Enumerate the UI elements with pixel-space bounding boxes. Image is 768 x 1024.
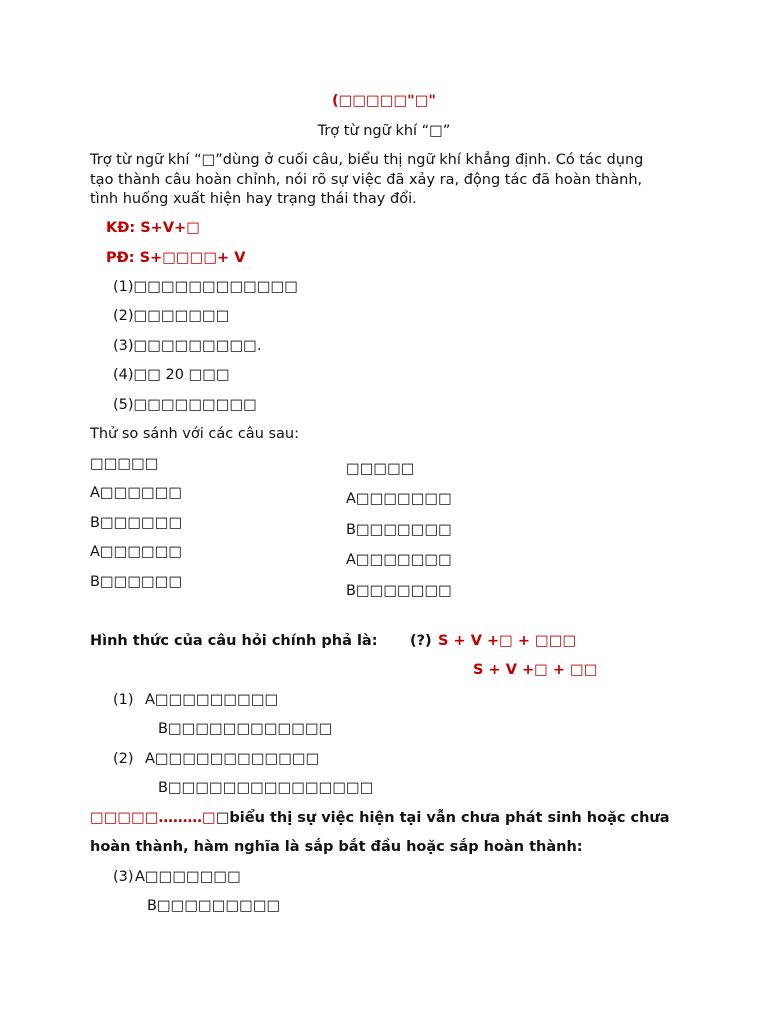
compare-right-item: □□□□□	[346, 461, 415, 477]
imminent-example-b: B□□□□□□□□□	[147, 898, 281, 914]
question-label: Hình thức của câu hỏi chính phả là:	[90, 633, 378, 649]
question-example-b: B□□□□□□□□□□□□□□□	[158, 780, 374, 796]
compare-right-item: B□□□□□□□	[346, 583, 452, 599]
example-sentence: (2)□□□□□□□	[113, 308, 230, 324]
compare-left-item: B□□□□□□	[90, 574, 183, 590]
question-formula-2: S + V +□ + □□	[473, 662, 598, 678]
imminent-description-continued: hoàn thành, hàm nghĩa là sắp bắt đầu hoặc sắp hoàn thành:	[90, 839, 583, 855]
compare-right-item: A□□□□□□□	[346, 491, 452, 507]
question-formula-1: S + V +□ + □□□	[438, 633, 577, 649]
intro-line: tạo thành câu hoàn chỉnh, nói rõ sự việc đã xảy ra, động tác đã hoàn thành,	[90, 172, 643, 188]
question-example-number: (1)	[113, 692, 134, 708]
imminent-description: □biểu thị sự việc hiện tại vẫn chưa phát sinh hoặc chưa	[215, 810, 670, 826]
compare-right-item: A□□□□□□□	[346, 552, 452, 568]
intro-line: Trợ từ ngữ khí “□”dùng ở cuối câu, biểu thị ngữ khí khẳng định. Có tác dụng	[90, 152, 644, 168]
intro-line: tình huống xuất hiện hay trạng thái thay đổi.	[90, 191, 417, 207]
imminent-pattern: □□□□□………□	[90, 810, 216, 826]
compare-left-item: B□□□□□□	[90, 515, 183, 531]
example-sentence: (1)□□□□□□□□□□□□	[113, 279, 298, 295]
compare-right-item: B□□□□□□□	[346, 522, 452, 538]
question-example-number: (2)	[113, 751, 134, 767]
negative-formula: PĐ: S+□□□□+ V	[106, 250, 246, 266]
affirmative-formula: KĐ: S+V+□	[106, 220, 200, 236]
question-example-a: A□□□□□□□□□	[145, 692, 279, 708]
example-sentence: (5)□□□□□□□□□	[113, 397, 257, 413]
imminent-example-a: A□□□□□□□	[135, 869, 241, 885]
imminent-rule-line	[90, 808, 670, 828]
example-sentence: (4)□□ 20 □□□	[113, 367, 230, 383]
question-example-a: A□□□□□□□□□□□□	[145, 751, 320, 767]
imminent-example-number: (3)	[113, 869, 134, 885]
question-example-b: B□□□□□□□□□□□□	[158, 721, 333, 737]
compare-left-item: A□□□□□□	[90, 544, 183, 560]
compare-heading: Thử so sánh với các câu sau:	[90, 426, 300, 442]
example-sentence: (3)□□□□□□□□□.	[113, 338, 262, 354]
compare-left-item: A□□□□□□	[90, 485, 183, 501]
question-mark: (?)	[410, 633, 432, 649]
section-heading: Trợ từ ngữ khí “□”	[317, 123, 451, 139]
page-title: (□□□□□"□"	[332, 93, 436, 109]
compare-left-item: □□□□□	[90, 456, 159, 472]
